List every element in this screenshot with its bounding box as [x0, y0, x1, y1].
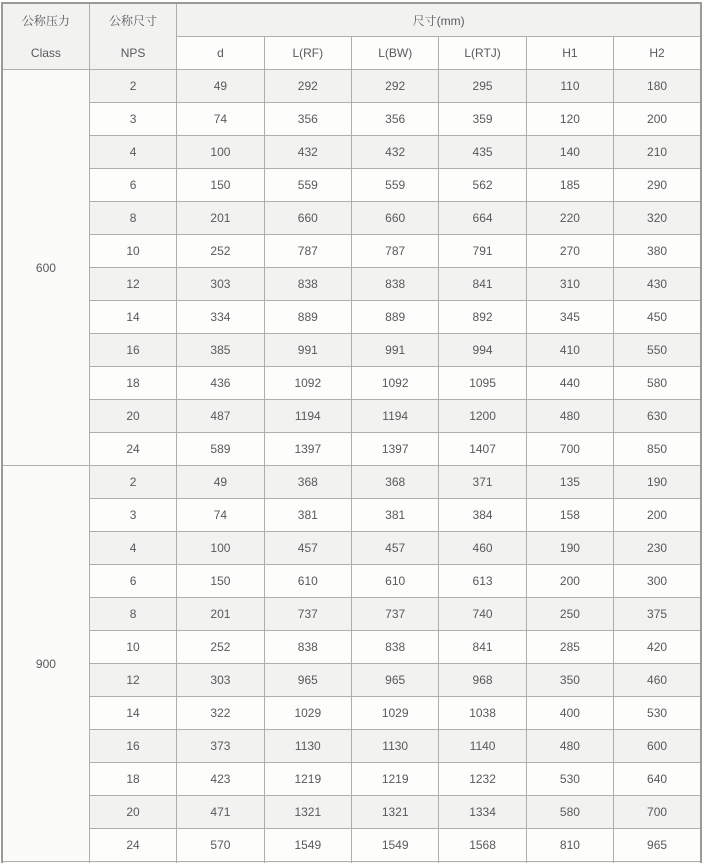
dimension-cell: 371 — [439, 466, 526, 499]
dimension-cell: 1140 — [439, 730, 526, 763]
dimension-cell: 110 — [526, 70, 613, 103]
table-body — [2, 70, 701, 863]
dimension-cell: 385 — [177, 334, 264, 367]
dimension-cell: 1321 — [352, 796, 439, 829]
dimension-cell: 630 — [614, 400, 701, 433]
dimension-cell: 252 — [177, 631, 264, 664]
table-row — [2, 796, 701, 829]
dimension-cell: 1334 — [439, 796, 526, 829]
dimension-cell: 1407 — [439, 433, 526, 466]
dimension-cell: 356 — [264, 103, 351, 136]
dimension-cell: 889 — [264, 301, 351, 334]
table-row — [2, 763, 701, 796]
header-nominal-pressure-zh: 公称压力 — [21, 13, 70, 28]
dimension-cell: 994 — [439, 334, 526, 367]
dimension-cell: 737 — [352, 598, 439, 631]
nps-cell: 20 — [89, 400, 176, 433]
dimension-cell: 310 — [526, 268, 613, 301]
dimension-cell: 838 — [264, 268, 351, 301]
dimension-cell: 562 — [439, 169, 526, 202]
dimension-cell: 1200 — [439, 400, 526, 433]
nps-cell: 16 — [89, 334, 176, 367]
dimension-cell: 432 — [264, 136, 351, 169]
dimension-cell: 200 — [526, 565, 613, 598]
dimension-cell: 1092 — [264, 367, 351, 400]
dimension-cell: 1029 — [264, 697, 351, 730]
dimension-cell: 965 — [264, 664, 351, 697]
dimension-cell: 841 — [439, 631, 526, 664]
nps-cell: 12 — [89, 664, 176, 697]
dimension-cell: 1321 — [264, 796, 351, 829]
dimension-cell: 550 — [614, 334, 701, 367]
dimension-cell: 787 — [264, 235, 351, 268]
dimension-cell: 850 — [614, 433, 701, 466]
table-row — [2, 664, 701, 697]
table-row — [2, 829, 701, 862]
dimension-cell: 700 — [614, 796, 701, 829]
header-dimension-group: 尺寸(mm) — [177, 3, 701, 37]
dimension-cell: 384 — [439, 499, 526, 532]
table-row — [2, 301, 701, 334]
nps-cell: 8 — [89, 202, 176, 235]
table-row — [2, 400, 701, 433]
table-row — [2, 268, 701, 301]
dimension-cell: 334 — [177, 301, 264, 334]
dimension-cell: 1130 — [264, 730, 351, 763]
nps-cell: 3 — [89, 103, 176, 136]
dimension-cell: 381 — [264, 499, 351, 532]
dimension-cell: 303 — [177, 664, 264, 697]
class-rating-cell: 900 — [2, 466, 89, 862]
nps-cell: 24 — [89, 433, 176, 466]
dimension-cell: 559 — [352, 169, 439, 202]
table-row — [2, 631, 701, 664]
dimension-cell: 435 — [439, 136, 526, 169]
dimension-cell: 580 — [526, 796, 613, 829]
dimension-cell: 210 — [614, 136, 701, 169]
dimension-cell: 1194 — [264, 400, 351, 433]
table-row — [2, 169, 701, 202]
table-row — [2, 499, 701, 532]
table-row — [2, 367, 701, 400]
dimension-cell: 400 — [526, 697, 613, 730]
dimension-cell: 368 — [264, 466, 351, 499]
dimension-cell: 965 — [614, 829, 701, 862]
dimension-cell: 664 — [439, 202, 526, 235]
dimension-cell: 610 — [352, 565, 439, 598]
dimension-cell: 570 — [177, 829, 264, 862]
dimension-cell: 471 — [177, 796, 264, 829]
dimension-cell: 1194 — [352, 400, 439, 433]
dimension-cell: 295 — [439, 70, 526, 103]
dimension-cell: 580 — [614, 367, 701, 400]
nps-cell: 6 — [89, 169, 176, 202]
table-row — [2, 334, 701, 367]
table-row — [2, 235, 701, 268]
dimension-cell: 1549 — [352, 829, 439, 862]
dimension-cell: 140 — [526, 136, 613, 169]
dimension-cell: 480 — [526, 730, 613, 763]
dimension-cell: 610 — [264, 565, 351, 598]
dimension-cell: 457 — [352, 532, 439, 565]
nps-cell: 8 — [89, 598, 176, 631]
dimension-cell: 380 — [614, 235, 701, 268]
nps-cell: 14 — [89, 697, 176, 730]
dimension-cell: 150 — [177, 169, 264, 202]
dimension-cell: 1219 — [352, 763, 439, 796]
dimension-cell: 373 — [177, 730, 264, 763]
dimension-cell: 450 — [614, 301, 701, 334]
nps-cell: 24 — [89, 829, 176, 862]
dimension-cell: 303 — [177, 268, 264, 301]
dimension-cell: 1397 — [264, 433, 351, 466]
table-row — [2, 730, 701, 763]
dimension-cell: 487 — [177, 400, 264, 433]
table-row — [2, 433, 701, 466]
dimension-cell: 613 — [439, 565, 526, 598]
dimension-cell: 322 — [177, 697, 264, 730]
table-row — [2, 697, 701, 730]
dimension-cell: 1219 — [264, 763, 351, 796]
nps-cell: 4 — [89, 532, 176, 565]
dimension-cell: 640 — [614, 763, 701, 796]
dimension-cell: 201 — [177, 598, 264, 631]
dimension-cell: 787 — [352, 235, 439, 268]
dimension-cell: 430 — [614, 268, 701, 301]
dimension-cell: 460 — [614, 664, 701, 697]
nps-cell: 4 — [89, 136, 176, 169]
dimension-cell: 180 — [614, 70, 701, 103]
dimension-cell: 559 — [264, 169, 351, 202]
dimension-cell: 838 — [264, 631, 351, 664]
class-rating-cell: 600 — [2, 70, 89, 466]
header-nominal-size — [89, 3, 176, 70]
header-nominal-size-en: NPS — [120, 45, 146, 60]
dimension-cell: 158 — [526, 499, 613, 532]
dimension-cell: 420 — [614, 631, 701, 664]
dimension-cell: 838 — [352, 631, 439, 664]
dimension-cell: 74 — [177, 103, 264, 136]
dimension-cell: 345 — [526, 301, 613, 334]
dimension-cell: 1095 — [439, 367, 526, 400]
nps-cell: 10 — [89, 235, 176, 268]
header-nominal-size-zh: 公称尺寸 — [109, 13, 158, 28]
dimension-cell: 991 — [264, 334, 351, 367]
header-nominal-pressure — [2, 3, 89, 70]
dimension-cell: 292 — [264, 70, 351, 103]
table-row — [2, 136, 701, 169]
dimension-cell: 838 — [352, 268, 439, 301]
table-row — [2, 598, 701, 631]
dimension-cell: 968 — [439, 664, 526, 697]
dimension-cell: 841 — [439, 268, 526, 301]
dimension-cell: 737 — [264, 598, 351, 631]
dimension-cell: 740 — [439, 598, 526, 631]
dimension-cell: 190 — [526, 532, 613, 565]
dimension-cell: 359 — [439, 103, 526, 136]
dimension-cell: 460 — [439, 532, 526, 565]
dimension-cell: 350 — [526, 664, 613, 697]
header-col-h2: H2 — [614, 37, 701, 70]
dimension-cell: 320 — [614, 202, 701, 235]
dimension-cell: 1038 — [439, 697, 526, 730]
header-col-d: d — [177, 37, 264, 70]
dimension-cell: 530 — [526, 763, 613, 796]
nps-cell: 12 — [89, 268, 176, 301]
dimension-cell: 589 — [177, 433, 264, 466]
dimension-cell: 480 — [526, 400, 613, 433]
dimension-cell: 368 — [352, 466, 439, 499]
nps-cell: 6 — [89, 565, 176, 598]
dimension-cell: 1568 — [439, 829, 526, 862]
header-col-h1: H1 — [526, 37, 613, 70]
nps-cell: 18 — [89, 367, 176, 400]
dimension-cell: 375 — [614, 598, 701, 631]
table-header — [2, 3, 701, 70]
dimension-cell: 436 — [177, 367, 264, 400]
dimension-cell: 440 — [526, 367, 613, 400]
dimension-cell: 220 — [526, 202, 613, 235]
header-col-lrtj: L(RTJ) — [439, 37, 526, 70]
dimension-cell: 1397 — [352, 433, 439, 466]
dimension-cell: 250 — [526, 598, 613, 631]
dimension-cell: 457 — [264, 532, 351, 565]
dimension-cell: 252 — [177, 235, 264, 268]
table-row — [2, 565, 701, 598]
dimension-cell: 700 — [526, 433, 613, 466]
nps-cell: 2 — [89, 70, 176, 103]
dimension-cell: 381 — [352, 499, 439, 532]
nps-cell: 2 — [89, 466, 176, 499]
table-row — [2, 70, 701, 103]
table-row — [2, 103, 701, 136]
nps-cell: 14 — [89, 301, 176, 334]
dimension-cell: 965 — [352, 664, 439, 697]
dimension-cell: 201 — [177, 202, 264, 235]
dimension-cell: 1130 — [352, 730, 439, 763]
dimension-cell: 230 — [614, 532, 701, 565]
dimension-cell: 892 — [439, 301, 526, 334]
table-row — [2, 202, 701, 235]
dimension-cell: 200 — [614, 103, 701, 136]
dimension-cell: 1549 — [264, 829, 351, 862]
dimension-cell: 423 — [177, 763, 264, 796]
nps-cell: 10 — [89, 631, 176, 664]
dimension-cell: 290 — [614, 169, 701, 202]
dimension-cell: 150 — [177, 565, 264, 598]
table-row — [2, 532, 701, 565]
dimension-cell: 356 — [352, 103, 439, 136]
dimension-cell: 1232 — [439, 763, 526, 796]
nps-cell: 3 — [89, 499, 176, 532]
valve-dimension-table — [1, 2, 702, 863]
dimension-cell: 190 — [614, 466, 701, 499]
dimension-cell: 285 — [526, 631, 613, 664]
header-nominal-pressure-en: Class — [30, 45, 61, 60]
dimension-cell: 135 — [526, 466, 613, 499]
dimension-cell: 74 — [177, 499, 264, 532]
dimension-cell: 660 — [352, 202, 439, 235]
nps-cell: 18 — [89, 763, 176, 796]
dimension-cell: 991 — [352, 334, 439, 367]
dimension-cell: 889 — [352, 301, 439, 334]
dimension-cell: 810 — [526, 829, 613, 862]
dimension-cell: 410 — [526, 334, 613, 367]
table-row — [2, 466, 701, 499]
nps-cell: 16 — [89, 730, 176, 763]
dimension-cell: 120 — [526, 103, 613, 136]
dimension-cell: 791 — [439, 235, 526, 268]
dimension-cell: 49 — [177, 70, 264, 103]
dimension-cell: 292 — [352, 70, 439, 103]
header-col-lrf: L(RF) — [264, 37, 351, 70]
nps-cell: 20 — [89, 796, 176, 829]
dimension-cell: 530 — [614, 697, 701, 730]
dimension-cell: 432 — [352, 136, 439, 169]
dimension-cell: 1092 — [352, 367, 439, 400]
dimension-cell: 200 — [614, 499, 701, 532]
dimension-cell: 100 — [177, 136, 264, 169]
dimension-cell: 600 — [614, 730, 701, 763]
dimension-cell: 300 — [614, 565, 701, 598]
header-row-group — [2, 3, 701, 37]
dimension-cell: 49 — [177, 466, 264, 499]
dimension-cell: 1029 — [352, 697, 439, 730]
dimension-cell: 100 — [177, 532, 264, 565]
header-col-lbw: L(BW) — [352, 37, 439, 70]
dimension-cell: 185 — [526, 169, 613, 202]
dimension-cell: 660 — [264, 202, 351, 235]
dimension-cell: 270 — [526, 235, 613, 268]
